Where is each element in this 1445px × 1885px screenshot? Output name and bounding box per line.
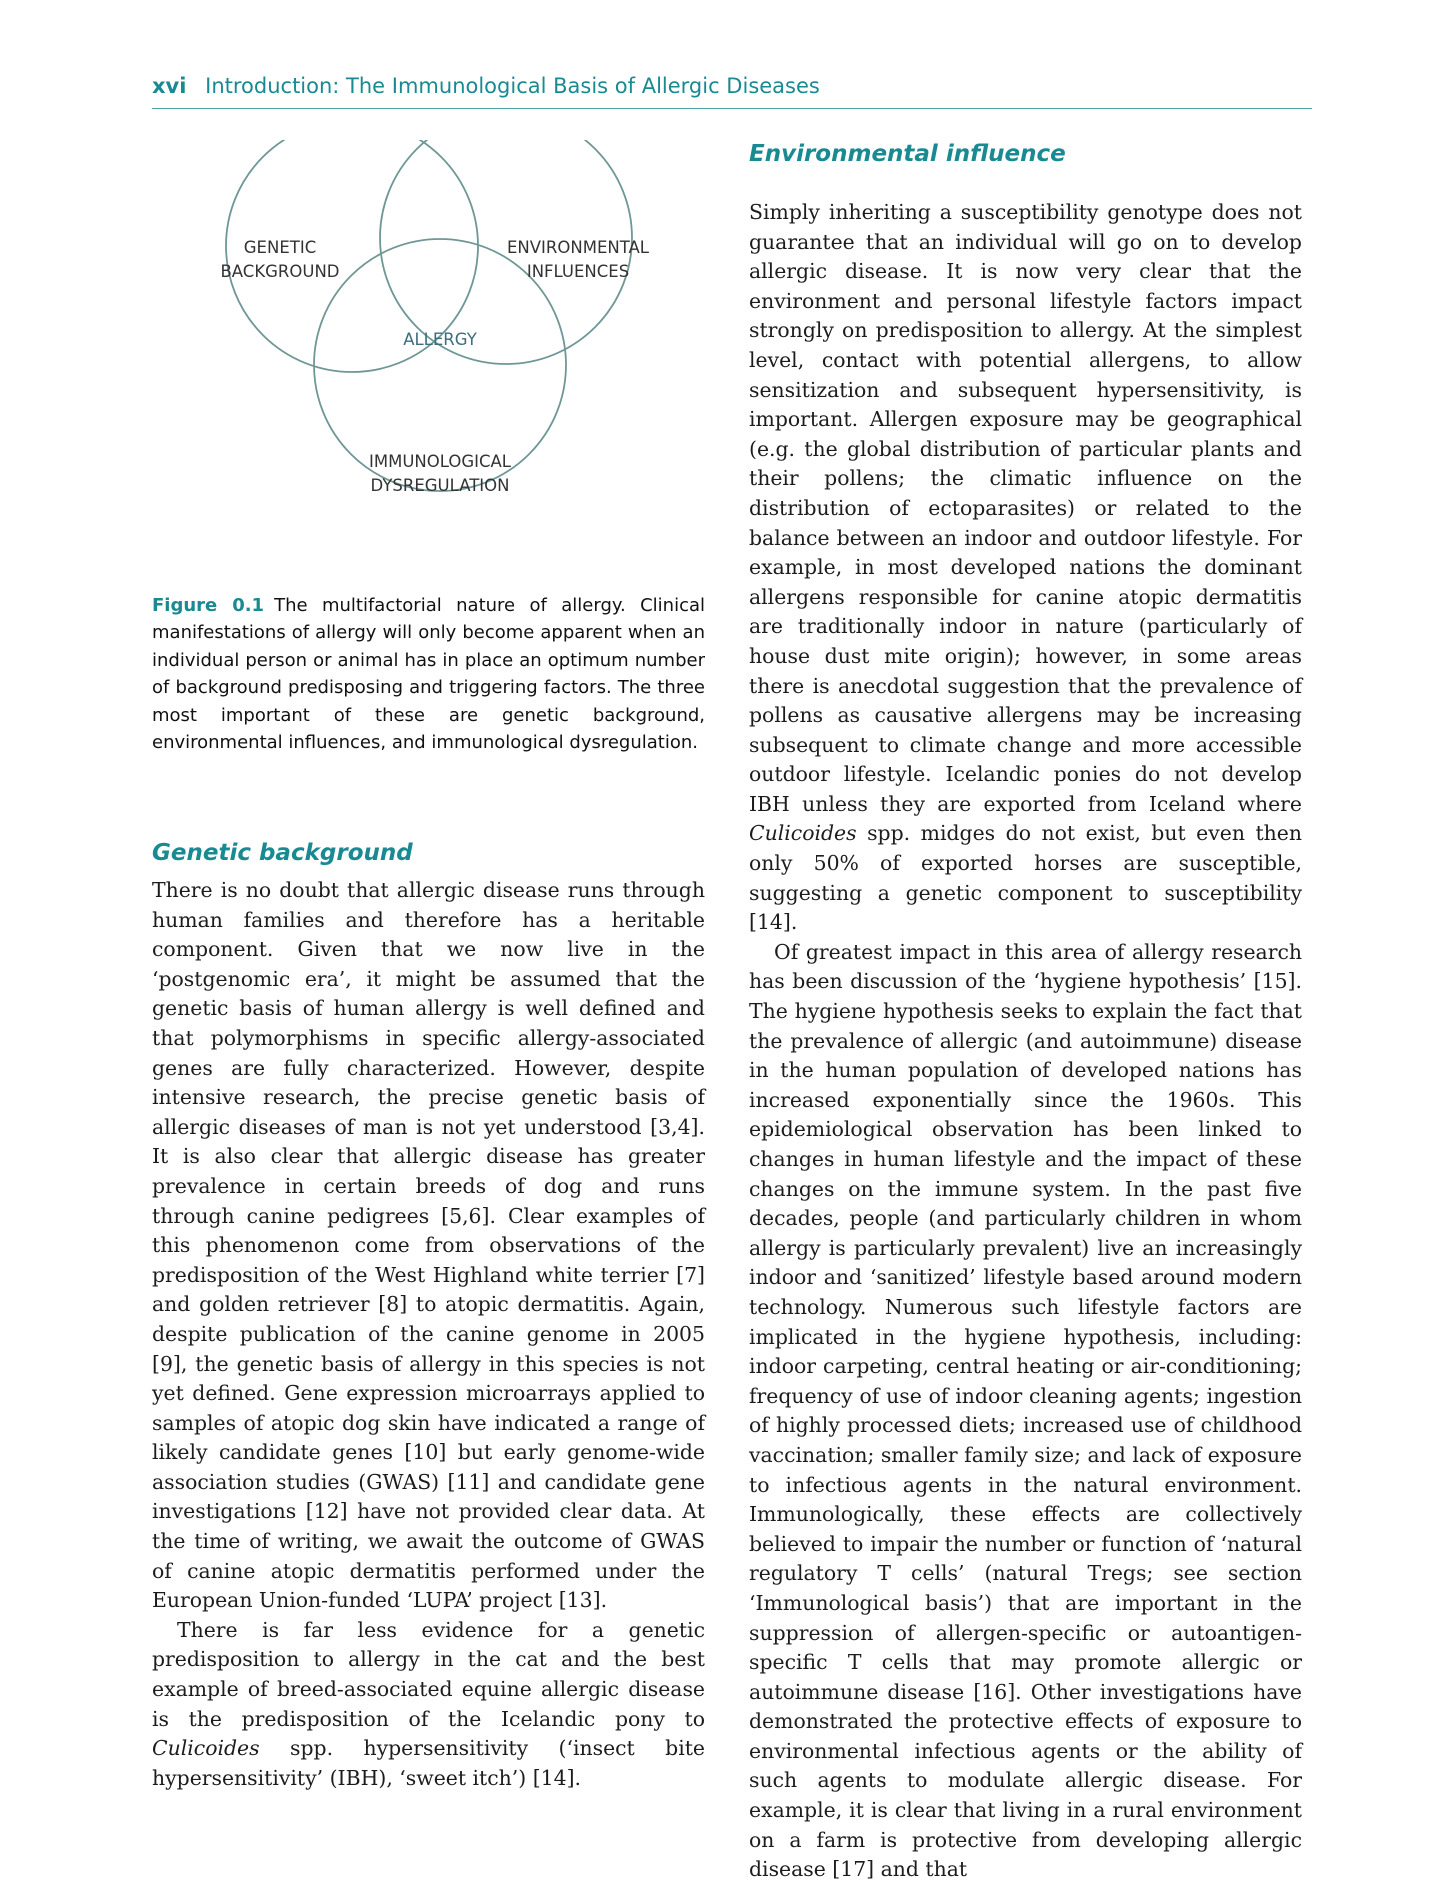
genetic-paragraph-2	[152, 1616, 705, 1794]
environmental-paragraph-2: Of greatest impact in this area of allergy research has been discussion of the ‘hygiene hypothesis’ [15]. The hygiene hypothesis seeks to explain the fact that the prevalence of allergic (and autoimmune) disease in the human population of developed nations has increased exponentially since the 1960s. This epidemiological observation has been linked to changes in human lifestyle and the impact of these changes on the immune system. In the past five decades, people (and particularly children in whom allergy is particularly prevalent) live an increasingly indoor and ‘sanitized’ lifestyle based around modern technology. Numerous such lifestyle factors are implicated in the hygiene hypothesis, including: indoor carpeting, central heating or air-conditioning; frequency of use of indoor cleaning agents; ingestion of highly processed diets; increased use of childhood vaccination; smaller family size; and lack of exposure to infectious agents in the natural environment. Immunologically, these effects are collectively believed to impair the number or function of ‘natural regulatory T cells’ (natural Tregs; see section ‘Immunological basis’) that are important in the suppression of allergen-specific or autoantigen-specific T cells that may promote allergic or autoimmune disease [16]. Other investigations have demonstrated the protective effects of exposure to environmental infectious agents or the ability of such agents to modulate allergic disease. For example, it is clear that living in a rural environment on a farm is protective from developing allergic disease [17] and that	[749, 939, 1302, 1882]
environmental-label-line2: INFLUENCES	[526, 262, 630, 281]
allergy-label: ALLERGY	[403, 330, 477, 349]
right-column-text	[749, 198, 1302, 1885]
environmental-paragraph-1	[749, 198, 1302, 938]
environmental-label-line1: ENVIRONMENTAL	[507, 238, 649, 257]
env-p1-end: spp. midges do not exist, but even then only 50% of exported horses are susceptible, suggesting a genetic component to susceptibility [14].	[749, 821, 1302, 935]
env-p1-start: Simply inheriting a susceptibility genotype does not guarantee that an individual will go on to develop allergic disease. It is now very clear that the environment and personal lifestyle factors impact strongly on predisposition to allergy. At the simplest level, contact with potential allergens, to allow sensitization and subsequent hypersensitivity, is important. Allergen exposure may be geographical (e.g. the global distribution of particular plants and their pollens; the climatic influence on the distribution of ectoparasites) or related to the balance between an indoor and outdoor lifestyle. For example, in most developed nations the dominant allergens responsible for canine atopic dermatitis are traditionally indoor in nature (particularly of house dust mite origin); however, in some areas there is anecdotal suggestion that the prevalence of pollens as causative allergens may be increasing subsequent to climate change and more accessible outdoor lifestyle. Icelandic ponies do not develop IBH unless they are exported from Iceland where	[749, 200, 1302, 816]
genetic-paragraph-1: There is no doubt that allergic disease runs through human families and therefore has a heritable component. Given that we now live in the ‘postgenomic era’, it might be assumed that the genetic basis of human allergy is well defined and that polymorphisms in specific allergy-associated genes are fully characterized. However, despite intensive research, the precise genetic basis of allergic diseases of man is not yet understood [3,4]. It is also clear that allergic disease has greater prevalence in certain breeds of dog and runs through canine pedigrees [5,6]. Clear examples of this phenomenon come from observations of the predisposition of the West Highland white terrier [7] and golden retriever [8] to atopic dermatitis. Again, despite publication of the canine genome in 2005 [9], the genetic basis of allergy in this species is not yet defined. Gene expression microarrays applied to samples of atopic dog skin have indicated a range of likely candidate genes [10] but early genome-wide association studies (GWAS) [11] and candidate gene investigations [12] have not provided clear data. At the time of writing, we await the outcome of GWAS of canine atopic dermatitis performed under the European Union-funded ‘LUPA’ project [13].	[152, 878, 705, 1613]
page-number: xvi	[152, 74, 187, 98]
heading-environmental-influence: Environmental influence	[749, 141, 1066, 167]
genetic-p2-italic: Culicoides	[152, 1736, 260, 1761]
genetic-p2-end: spp. hypersensitivity (‘insect bite hypersensitivity’ (IBH), ‘sweet itch’) [14].	[152, 1736, 705, 1790]
chapter-title: Introduction: The Immunological Basis of Allergic Diseases	[205, 74, 820, 98]
figure-caption-text: The multifactorial nature of allergy. Clinical manifestations of allergy will only become apparent when an individual person or animal has in place an optimum number of background predisposing and triggering factors. The three most important of these are genetic background, environmental influences, and immunological dysregulation.	[152, 595, 705, 754]
heading-genetic-background: Genetic background	[152, 840, 413, 866]
venn-diagram	[195, 140, 675, 590]
env-p1-italic: Culicoides	[749, 821, 857, 846]
genetic-p2-start: There is far less evidence for a genetic predisposition to allergy in the cat and the best example of breed-associated equine allergic disease is the predisposition of the Icelandic pony to	[152, 1617, 705, 1731]
genetic-label-line2: BACKGROUND	[220, 262, 340, 281]
immunological-label-line2: DYSREGULATION	[370, 476, 510, 495]
figure-caption	[152, 592, 705, 756]
figure-label: Figure 0.1	[152, 595, 265, 616]
genetic-label-line1: GENETIC	[243, 238, 317, 257]
immunological-label-line1: IMMUNOLOGICAL	[369, 452, 511, 471]
running-head	[152, 74, 1312, 109]
left-column-text	[152, 876, 705, 1793]
